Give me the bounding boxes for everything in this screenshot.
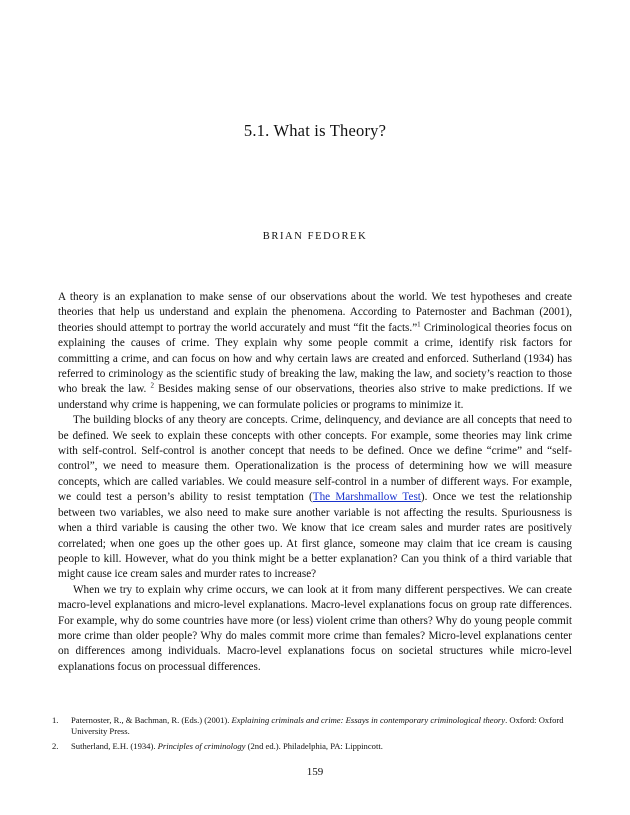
footnote-2-number: 2. [52, 740, 59, 751]
page-number: 159 [306, 766, 324, 778]
footnote-2-text-pre: Sutherland, E.H. (1934). [71, 740, 158, 751]
paragraph-2-text-b: ). Once we test the relationship between two variables, we also need to make sure another variable is not affecting the results. Spuriousness is when a third variable is causing the other two. We know that ice cream sales and murder rates are positively correlated; when one goes up the other goes up. At first glance, someone may claim that ice cream is causing people to kill. However, what do you think might be a better explanation? Can you think of a third variable that might cause ice cream sales and murder rates to increase? [58, 491, 572, 581]
footnote-1-title: Explaining criminals and crime: Essays in contemporary criminological theory [231, 715, 506, 725]
paragraph-1 [58, 290, 572, 413]
footnote-1 [52, 715, 572, 738]
footnote-1-number: 1. [52, 715, 59, 725]
marshmallow-test-link[interactable]: The Marshmallow Test [312, 491, 421, 504]
footnotes-list [52, 715, 572, 755]
paragraph-2 [58, 413, 572, 582]
footnote-1-text-pre: Paternoster, R., & Bachman, R. (Eds.) (2001). [71, 715, 232, 725]
paragraph-1-text-c: Besides making sense of our observations, theories also strive to make predictions. If we understand why crime is happening, we can formulate policies or programs to minimize it. [58, 383, 572, 411]
author-name: BRIAN FEDOREK [262, 231, 368, 242]
footnote-2-title: Principles of criminology [157, 740, 246, 751]
paragraph-3: When we try to explain why crime occurs, we can look at it from many different perspectives. We can create macro-level explanations and micro-level explanations. Macro-level explanations focus on group rate differences. For example, why do some countries have more (or less) violent crime than others? Why do young people commit more crime than older people? Why do males commit more crime than females? Micro-level explanations center on differences among individuals. Macro-level explanations focus on societal structures while micro-level explanations focus on processual differences. [58, 583, 572, 673]
footnote-2 [52, 740, 572, 752]
footnote-2-text-post: (2nd ed.). Philadelphia, PA: Lippincott. [245, 740, 383, 751]
paragraph-1-text-b: Criminological theories focus on explaining the causes of crime. They explain why some people commit a crime, identify risk factors for committing a crime, and can focus on how and why certain laws are created and enforced. Sutherland (1934) has referred to criminology as the scientific study of breaking the law, making the law, and society’s reaction to those who break the law. [58, 321, 572, 396]
paragraph-2-text-a: The building blocks of any theory are concepts. Crime, delinquency, and deviance are all concepts that need to be defined. We seek to explain these concepts with other concepts. For example, some theories may link crime with self-control. Self-control is another concept that needs to be defined. Once we define “crime” and “self-control”, we need to measure them. Operationalization is the process of determining how we will measure concepts, which are called variables. We could measure self-control in a number of different ways. For example, we could test a person’s ability to resist temptation ( [58, 414, 572, 504]
footnote-1-text-post: . Oxford: Oxford University Press. [71, 715, 564, 737]
footnote-ref-1[interactable]: 1 [417, 320, 421, 329]
body-text [58, 290, 572, 675]
footnote-ref-2[interactable]: 2 [150, 381, 154, 390]
paragraph-1-text-a: A theory is an explanation to make sense of our observations about the world. We test hypotheses and create theories that help us understand and explain the phenomena. According to Paternoster and Bachman (2001), theories should attempt to portray the world accurately and must “fit the facts.” [58, 291, 572, 334]
page-title: 5.1. What is Theory? [243, 121, 387, 140]
